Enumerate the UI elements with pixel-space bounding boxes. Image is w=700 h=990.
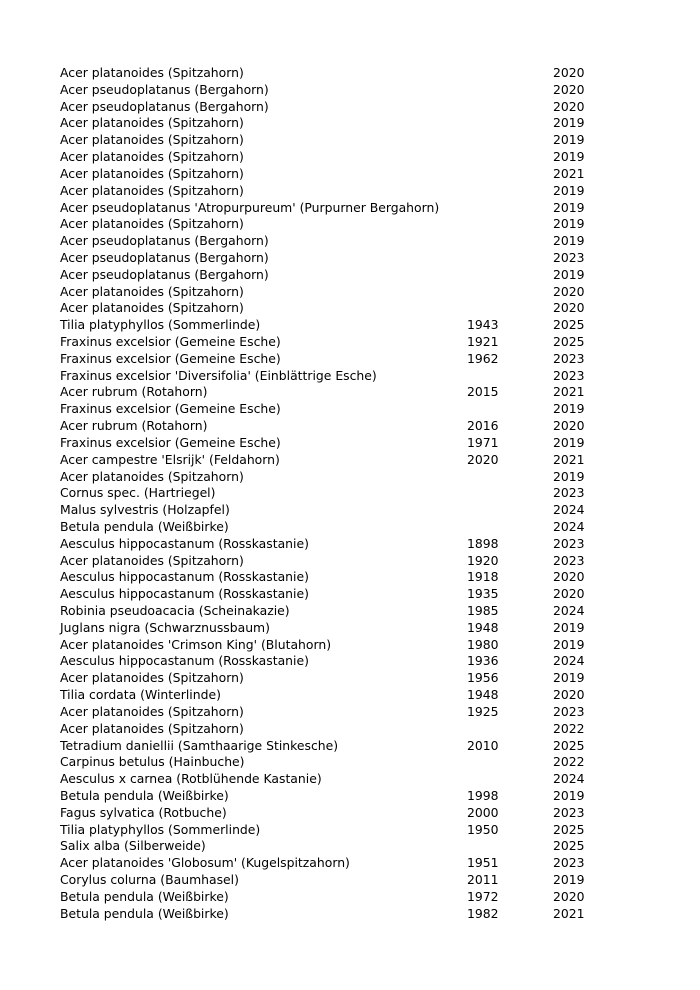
record-year: 2023 [553,855,585,871]
tree-row [60,838,620,855]
record-year: 2019 [553,115,585,131]
tree-row [60,586,620,603]
tree-row [60,721,620,738]
tree-row [60,485,620,502]
record-year: 2019 [553,619,585,635]
species-name: Aesculus hippocastanum (Rosskastanie) [60,586,309,602]
species-name: Aesculus hippocastanum (Rosskastanie) [60,653,309,669]
record-year: 2024 [553,518,585,534]
tree-row [60,469,620,486]
species-name: Tilia platyphyllos (Sommerlinde) [60,821,261,837]
tree-row [60,603,620,620]
tree-list [60,65,620,922]
record-year: 2021 [553,384,585,400]
record-year: 2023 [553,535,585,551]
tree-row [60,216,620,233]
tree-row [60,889,620,906]
planting-year: 2011 [467,872,499,887]
species-name: Cornus spec. (Hartriegel) [60,485,216,501]
tree-row [60,670,620,687]
record-year: 2020 [553,98,585,114]
record-year: 2019 [553,636,585,652]
species-name: Fraxinus excelsior (Gemeine Esche) [60,350,281,366]
tree-row [60,771,620,788]
species-name: Acer campestre 'Elsrijk' (Feldahorn) [60,451,280,467]
species-name: Acer platanoides (Spitzahorn) [60,300,244,316]
tree-row [60,738,620,755]
tree-row [60,637,620,654]
planting-year: 1948 [467,687,499,703]
species-name: Fraxinus excelsior (Gemeine Esche) [60,434,281,450]
species-name: Malus sylvestris (Holzapfel) [60,502,230,518]
species-name: Aesculus x carnea (Rotblühende Kastanie) [60,771,322,787]
species-name: Corylus colurna (Baumhasel) [60,872,239,887]
species-name: Acer platanoides (Spitzahorn) [60,216,244,232]
tree-row [60,569,620,586]
record-year: 2020 [553,888,585,904]
record-year: 2019 [553,182,585,198]
record-year: 2020 [553,569,585,585]
species-name: Salix alba (Silberweide) [60,838,206,854]
planting-year: 1935 [467,586,499,602]
species-name: Acer platanoides (Spitzahorn) [60,468,244,484]
record-year: 2025 [553,334,585,349]
species-name: Betula pendula (Weißbirke) [60,787,229,803]
species-name: Acer platanoides (Spitzahorn) [60,65,244,80]
species-name: Juglans nigra (Schwarznussbaum) [60,619,270,635]
planting-year: 1918 [467,569,499,585]
planting-year: 1920 [467,552,499,568]
planting-year: 1972 [467,888,499,904]
species-name: Fraxinus excelsior (Gemeine Esche) [60,334,281,349]
species-name: Acer pseudoplatanus (Bergahorn) [60,81,269,97]
record-year: 2020 [553,283,585,299]
species-name: Betula pendula (Weißbirke) [60,518,229,534]
tree-row [60,805,620,822]
planting-year: 1925 [467,703,499,719]
record-year: 2023 [553,552,585,568]
species-name: Acer pseudoplatanus (Bergahorn) [60,98,269,114]
record-year: 2019 [553,787,585,803]
species-name: Acer rubrum (Rotahorn) [60,384,208,400]
record-year: 2024 [553,771,585,787]
species-name: Acer platanoides 'Globosum' (Kugelspitzahorn) [60,855,350,871]
tree-row [60,502,620,519]
tree-row [60,368,620,385]
tree-row [60,317,620,334]
tree-row [60,418,620,435]
planting-year: 1951 [467,855,499,871]
record-year: 2025 [553,838,585,854]
tree-row [60,620,620,637]
species-name: Fagus sylvatica (Rotbuche) [60,804,227,820]
species-name: Acer platanoides (Spitzahorn) [60,182,244,198]
record-year: 2019 [553,132,585,148]
tree-row [60,200,620,217]
tree-row [60,351,620,368]
tree-row [60,452,620,469]
species-name: Robinia pseudoacacia (Scheinakazie) [60,603,290,618]
record-year: 2019 [553,149,585,165]
record-year: 2023 [553,350,585,366]
species-name: Acer pseudoplatanus 'Atropurpureum' (Purpurner Bergahorn) [60,199,440,215]
tree-row [60,401,620,418]
planting-year: 2020 [467,451,499,467]
tree-row [60,166,620,183]
record-year: 2019 [553,199,585,215]
planting-year: 1948 [467,619,499,635]
species-name: Betula pendula (Weißbirke) [60,905,229,921]
species-name: Acer platanoides (Spitzahorn) [60,552,244,568]
tree-row [60,233,620,250]
record-year: 2019 [553,266,585,282]
species-name: Acer platanoides (Spitzahorn) [60,670,244,686]
tree-row [60,687,620,704]
record-year: 2023 [553,249,585,265]
tree-row [60,384,620,401]
planting-year: 1921 [467,334,499,349]
record-year: 2019 [553,401,585,417]
planting-year: 1985 [467,603,499,618]
record-year: 2021 [553,165,585,181]
planting-year: 1980 [467,636,499,652]
record-year: 2020 [553,81,585,97]
planting-year: 1971 [467,434,499,450]
record-year: 2024 [553,502,585,518]
species-name: Acer platanoides (Spitzahorn) [60,115,244,131]
species-name: Fraxinus excelsior (Gemeine Esche) [60,401,281,417]
record-year: 2024 [553,603,585,618]
planting-year: 2015 [467,384,499,400]
tree-row [60,115,620,132]
planting-year: 1936 [467,653,499,669]
tree-row [60,653,620,670]
record-year: 2025 [553,737,585,753]
species-name: Acer platanoides (Spitzahorn) [60,720,244,736]
species-name: Acer platanoides (Spitzahorn) [60,703,244,719]
record-year: 2020 [553,586,585,602]
record-year: 2019 [553,670,585,686]
species-name: Acer pseudoplatanus (Bergahorn) [60,249,269,265]
tree-row [60,132,620,149]
planting-year: 1943 [467,317,499,333]
tree-row [60,855,620,872]
species-name: Aesculus hippocastanum (Rosskastanie) [60,569,309,585]
tree-row [60,250,620,267]
record-year: 2020 [553,687,585,703]
species-name: Aesculus hippocastanum (Rosskastanie) [60,535,309,551]
record-year: 2024 [553,653,585,669]
tree-row [60,822,620,839]
species-name: Carpinus betulus (Hainbuche) [60,754,245,770]
tree-row [60,788,620,805]
record-year: 2025 [553,821,585,837]
tree-row [60,536,620,553]
tree-row [60,284,620,301]
tree-row [60,82,620,99]
species-name: Tilia cordata (Winterlinde) [60,687,221,703]
record-year: 2023 [553,367,585,383]
record-year: 2025 [553,317,585,333]
tree-row [60,754,620,771]
tree-row [60,553,620,570]
record-year: 2023 [553,485,585,501]
record-year: 2019 [553,468,585,484]
species-name: Tetradium daniellii (Samthaarige Stinkesche) [60,737,339,753]
record-year: 2019 [553,233,585,249]
planting-year: 2000 [467,804,499,820]
record-year: 2020 [553,300,585,316]
tree-row [60,65,620,82]
planting-year: 2010 [467,737,499,753]
record-year: 2022 [553,754,585,770]
record-year: 2022 [553,720,585,736]
species-name: Acer platanoides (Spitzahorn) [60,165,244,181]
planting-year: 1956 [467,670,499,686]
tree-row [60,300,620,317]
planting-year: 1998 [467,787,499,803]
planting-year: 2016 [467,418,499,434]
species-name: Acer pseudoplatanus (Bergahorn) [60,233,269,249]
species-name: Acer platanoides (Spitzahorn) [60,149,244,165]
planting-year: 1962 [467,350,499,366]
record-year: 2020 [553,65,585,80]
tree-row [60,435,620,452]
record-year: 2019 [553,216,585,232]
tree-row [60,906,620,923]
record-year: 2019 [553,872,585,887]
record-year: 2021 [553,905,585,921]
species-name: Acer pseudoplatanus (Bergahorn) [60,266,269,282]
planting-year: 1982 [467,905,499,921]
species-name: Acer platanoides (Spitzahorn) [60,283,244,299]
planting-year: 1950 [467,821,499,837]
tree-row [60,149,620,166]
tree-row [60,872,620,889]
tree-row [60,183,620,200]
planting-year: 1898 [467,535,499,551]
record-year: 2020 [553,418,585,434]
tree-row [60,99,620,116]
species-name: Fraxinus excelsior 'Diversifolia' (Einblättrige Esche) [60,367,377,383]
record-year: 2019 [553,434,585,450]
species-name: Tilia platyphyllos (Sommerlinde) [60,317,261,333]
species-name: Betula pendula (Weißbirke) [60,888,229,904]
tree-row [60,704,620,721]
species-name: Acer platanoides (Spitzahorn) [60,132,244,148]
record-year: 2023 [553,703,585,719]
record-year: 2023 [553,804,585,820]
species-name: Acer platanoides 'Crimson King' (Blutahorn) [60,636,332,652]
tree-row [60,519,620,536]
species-name: Acer rubrum (Rotahorn) [60,418,208,434]
tree-row [60,267,620,284]
record-year: 2021 [553,451,585,467]
tree-row [60,334,620,351]
